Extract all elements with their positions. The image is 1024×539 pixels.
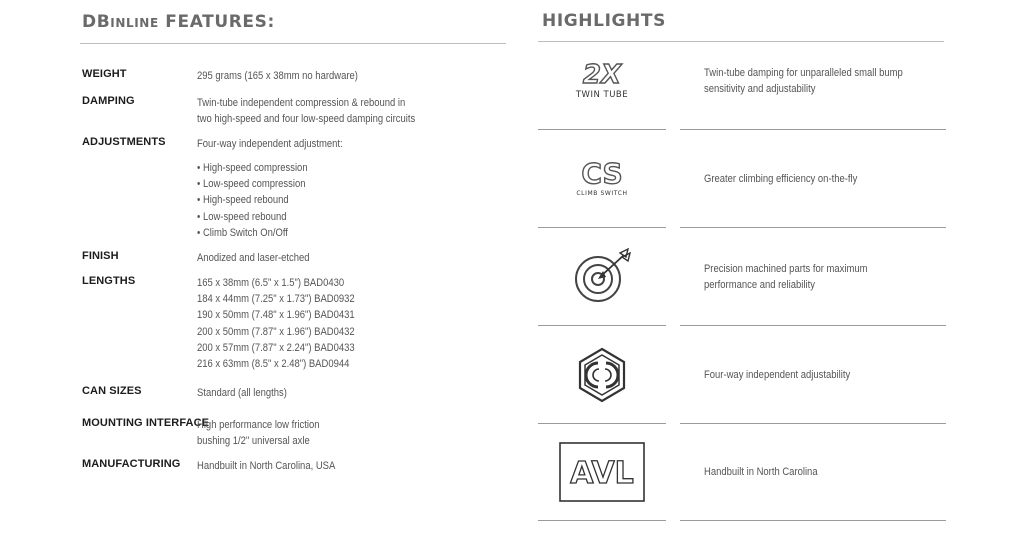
length-option: 200 x 50mm (7.87" x 1.96") BAD0432 — [197, 325, 355, 338]
highlight-description: Twin-tube damping for unparalleled small bump sensitivity and adjustability — [704, 67, 903, 95]
spec-label: WEIGHT — [82, 68, 127, 80]
spec-value-line: Four-way independent adjustment: — [197, 138, 343, 150]
highlight-text — [704, 228, 944, 326]
climb-switch-icon — [538, 130, 666, 228]
length-option: 216 x 63mm (8.5" x 2.48") BAD0944 — [197, 358, 350, 371]
bullet-item: • Low-speed compression — [197, 178, 306, 191]
avl-icon — [538, 423, 666, 521]
spec-value — [197, 250, 455, 266]
spec-label: DAMPING — [82, 95, 135, 107]
bullet-item: • Low-speed rebound — [197, 210, 287, 223]
features-divider — [80, 43, 506, 44]
spec-value-line: High performance low friction — [197, 419, 320, 431]
adjustment-bullet-list — [197, 160, 455, 241]
bullet-item: • Climb Switch On/Off — [197, 226, 288, 239]
highlight-text — [704, 32, 944, 130]
features-heading — [82, 12, 275, 32]
highlight-text — [704, 423, 944, 521]
highlight-item — [538, 32, 948, 130]
spec-value-line: Standard (all lengths) — [197, 387, 287, 399]
highlight-item — [538, 130, 948, 228]
climb-switch-icon-sub: CLIMB SWITCH — [576, 190, 628, 197]
target-icon — [538, 228, 666, 326]
features-heading-smallcaps: INLINE — [110, 16, 159, 30]
spec-label: FINISH — [82, 250, 119, 262]
spec-label: MANUFACTURING — [82, 458, 181, 470]
highlights-heading: HIGHLIGHTS — [542, 11, 666, 31]
highlight-item — [538, 326, 948, 424]
length-option: 200 x 57mm (7.87" x 2.24") BAD0433 — [197, 341, 355, 354]
highlight-description: Handbuilt in North Carolina — [704, 466, 818, 478]
highlight-item — [538, 228, 948, 326]
spec-label: LENGTHS — [82, 275, 136, 287]
spec-value-line: 295 grams (165 x 38mm no hardware) — [197, 70, 358, 82]
highlight-text — [704, 326, 944, 424]
spec-value-line: Handbuilt in North Carolina, USA — [197, 460, 336, 472]
avl-icon-text: AVL — [570, 456, 634, 491]
length-option: 184 x 44mm (7.25" x 1.73") BAD0932 — [197, 293, 355, 306]
length-option: 190 x 50mm (7.48" x 1.96") BAD0431 — [197, 309, 355, 322]
highlight-divider — [538, 520, 666, 521]
twin-tube-icon-sub: TWIN TUBE — [575, 90, 629, 100]
spec-value — [197, 458, 455, 474]
climb-switch-icon-main: CS — [581, 157, 623, 190]
length-option: 165 x 38mm (6.5" x 1.5") BAD0430 — [197, 277, 345, 289]
highlight-description: Greater climbing efficiency on-the-fly — [704, 173, 858, 185]
features-heading-suffix: FEATURES: — [158, 12, 275, 32]
spec-label: ADJUSTMENTS — [82, 136, 166, 148]
twin-tube-icon-main: 2X — [582, 61, 622, 90]
spec-label: MOUNTING INTERFACE — [82, 417, 210, 429]
spec-value — [197, 95, 455, 127]
twin-tube-icon — [538, 32, 666, 130]
highlight-item — [538, 423, 948, 521]
spec-value — [197, 68, 455, 84]
hex-nut-icon — [538, 326, 666, 424]
spec-value-line: Anodized and laser-etched — [197, 252, 310, 264]
spec-value-line: bushing 1/2" universal axle — [197, 435, 310, 448]
spec-label: CAN SIZES — [82, 385, 142, 397]
features-heading-prefix: DB — [82, 12, 111, 32]
bullet-item: • High-speed compression — [197, 162, 308, 174]
highlight-description: Precision machined parts for maximum performance and reliability — [704, 263, 868, 291]
highlight-divider — [680, 520, 946, 521]
spec-value-line: two high-speed and four low-speed damping circuits — [197, 113, 416, 126]
spec-value-line: Twin-tube independent compression & rebound in — [197, 97, 406, 109]
highlight-description: Four-way independent adjustability — [704, 369, 851, 381]
spec-value — [197, 136, 455, 152]
spec-value — [197, 275, 455, 372]
spec-value — [197, 417, 455, 449]
bullet-item: • High-speed rebound — [197, 194, 289, 207]
highlight-text — [704, 130, 944, 228]
spec-value — [197, 385, 455, 401]
